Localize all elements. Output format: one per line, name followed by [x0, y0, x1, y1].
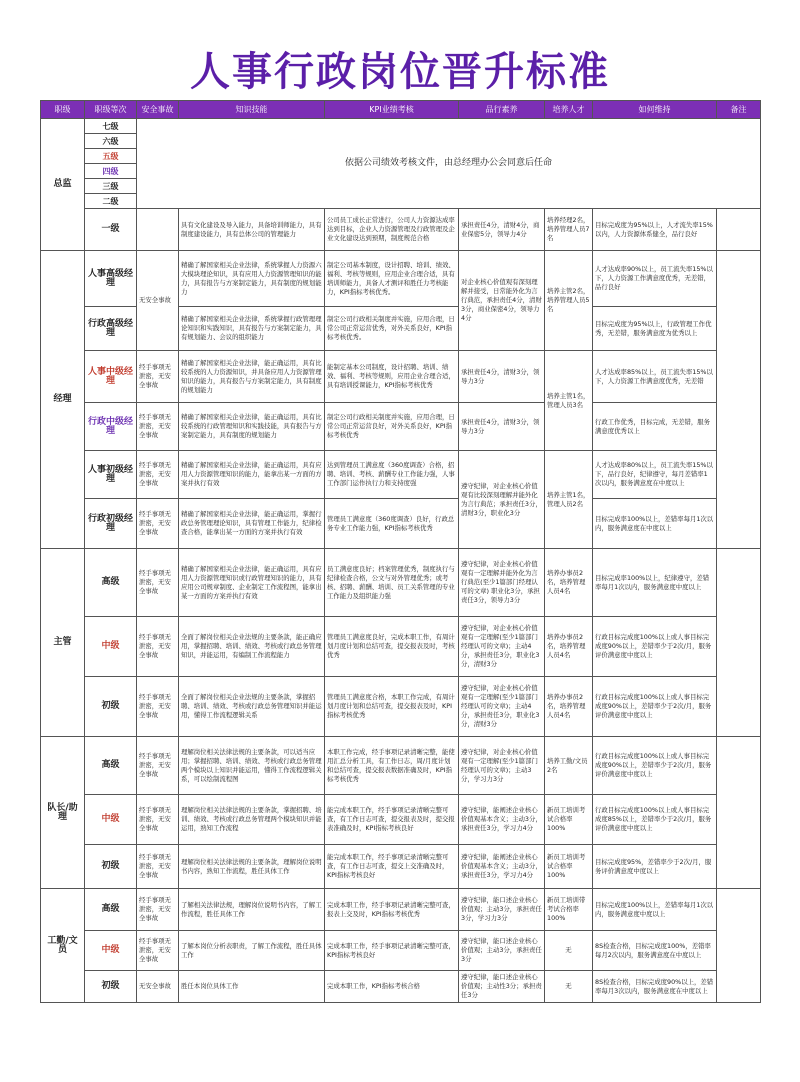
- level-cell: 中级: [85, 931, 137, 971]
- safety-cell: 无安全事故: [137, 251, 179, 351]
- conduct-cell: 承担责任4分，清财3分，领导力3分: [459, 351, 545, 403]
- level-cell: 三级: [85, 179, 137, 194]
- talent-cell: 新员工培训带考试合格率100%: [545, 889, 593, 931]
- kpi-cell: 公司员工成长正常进行，公司人力资源达成率达到目标，企业人力资源管理及行政管理及企业文化建设达到预期，制度规范合格: [325, 209, 459, 251]
- kpi-cell: 管理员工满意度良好，完成本职工作，有周计划月度计划和总结可查，提交报表及时，考核优秀: [325, 617, 459, 677]
- conduct-cell: 对企业核心价值观有深刻理解并接受，日常能外化为言行典范，承担责任4分，清财3分，商业保密4分，领导力4分: [459, 251, 545, 351]
- level-cell: 行政高级经理: [85, 307, 137, 351]
- header-cell: KPI业绩考核: [325, 101, 459, 119]
- kpi-cell: 达到管理员工满意度（360度调查）合格，招聘、培训、考核、薪酬专业工作能力强，人事工作部门运作执行力和支持度强: [325, 451, 459, 499]
- table-row: [41, 403, 761, 451]
- header-row: [41, 101, 761, 119]
- maintain-cell: 人才达成率90%以上，员工流失率15%以下，人力资源工作满意度优秀，无差错，品行良好: [593, 251, 717, 307]
- header-cell: 职级等次: [85, 101, 137, 119]
- talent-cell: 无: [545, 931, 593, 971]
- table-row: [41, 617, 761, 677]
- header-cell: 如何维持: [593, 101, 717, 119]
- header-cell: 安全事故: [137, 101, 179, 119]
- level-cell: 高级: [85, 549, 137, 617]
- talent-cell: 培养办事员2名，培养管理人员4名: [545, 549, 593, 617]
- table-row: [41, 451, 761, 499]
- skills-cell: 全面了解岗位相关企业法规的主要条款，能正确应用，掌握招聘、培训、绩效、考核或行政总务管理知识，并能运用，有编制工作流程能力: [179, 617, 325, 677]
- conduct-cell: 遵守纪律，能口述企业核心价值观；主动3分，承担责任3分，学习力3分: [459, 889, 545, 931]
- skills-cell: 理解岗位相关法律法规的主要条款，可以适当应用；掌握招聘、培训、绩效、考核或行政总务管理两个模块以上知识并能运用，懂得工作流程逻辑关系，可以绘制流程图: [179, 737, 325, 795]
- kpi-cell: 完成本职工作，经手事项记录清晰完整可查，KPI指标考核良好: [325, 931, 459, 971]
- talent-cell: 无: [545, 971, 593, 1003]
- level-cell: 人事初级经理: [85, 451, 137, 499]
- conduct-cell: 承担责任4分，清财3分，领导力3分: [459, 403, 545, 451]
- director-note: 依据公司绩效考核文件，由总经理办公会同意后任命: [137, 119, 761, 209]
- level-cell: 行政中级经理: [85, 403, 137, 451]
- kpi-cell: 管理员工满意度（360度调查）良好，行政总务专业工作能力强，KPI指标考核优秀: [325, 499, 459, 549]
- level-cell: 初级: [85, 971, 137, 1003]
- maintain-cell: 行政目标完成度100%以上或人事目标完成度90%以上，差错率少于2次/月，服务评价满意度中度以上: [593, 617, 717, 677]
- skills-cell: 理解岗位相关法律法规的主要条款，掌握招聘、培训、绩效、考核或行政总务管理两个模块知识并能运用，熟知工作流程: [179, 795, 325, 845]
- header-cell: 备注: [717, 101, 761, 119]
- skills-cell: 精确了解国家相关企业法律，能正确运用，具有应用人力资源管理知识的能力，能拿出某一方面的方案并执行有效: [179, 451, 325, 499]
- table-row: [41, 677, 761, 737]
- level-cell: 行政初级经理: [85, 499, 137, 549]
- safety-cell: 经手事项无泄密，无安全事故: [137, 845, 179, 889]
- talent-cell: 培养主管1名，管理人员3名: [545, 351, 593, 451]
- safety-cell: 经手事项无泄密，无安全事故: [137, 617, 179, 677]
- conduct-cell: 遵守纪律，能口述企业核心价值观；主动3分，承担责任3分: [459, 931, 545, 971]
- skills-cell: 胜任本岗位具体工作: [179, 971, 325, 1003]
- conduct-cell: 承担责任4分，清财4分，商业保密5分，领导力4分: [459, 209, 545, 251]
- maintain-cell: 目标完成度100%以上，差错率每月1次以内，服务满意度中度以上: [593, 889, 717, 931]
- talent-cell: 培养办事员2名，培养管理人员4名: [545, 617, 593, 677]
- skills-cell: 全面了解岗位相关企业法规的主要条款，掌握招聘、培训、绩效、考核或行政总务管理知识并能运用，懂得工作流程逻辑关系: [179, 677, 325, 737]
- skills-cell: 精确了解国家相关企业法律，能正确运用，具有比较系统的人力资源知识，并具备应用人力资源管理知识的能力，具有报告与方案制定能力，具有制度的规划能力: [179, 351, 325, 403]
- maintain-cell: 8S检查合格，目标完成度100%，差错率每月2次以内，服务满意度在中度以上: [593, 931, 717, 971]
- maintain-cell: 人才达成率80%以上，员工流失率15%以下，品行良好，纪律遵守，每月差错率1次以内，服务满意度在中度以上: [593, 451, 717, 499]
- maintain-cell: 目标完成度为95%以上，人才流失率15%以内，人力资源体系健全，品行良好: [593, 209, 717, 251]
- skills-cell: 理解岗位相关法律法规的主要条款，理解岗位说明书内容，熟知工作流程，胜任具体工作: [179, 845, 325, 889]
- talent-cell: 培养经理2名，培养管理人员7名: [545, 209, 593, 251]
- skills-cell: 精确了解国家相关企业法律，能正确运用，具有比较系统的行政管理知识和实践技能，具有报告与方案制定能力，具有制度的规划能力: [179, 403, 325, 451]
- safety-cell: 经手事项无泄密，无安全事故: [137, 499, 179, 549]
- maintain-cell: 8S检查合格，目标完成度90%以上，差错率每月3次以内，服务满意度在中度以上: [593, 971, 717, 1003]
- remark-cell: [717, 549, 761, 737]
- talent-cell: 培养工勤/文员2名: [545, 737, 593, 795]
- table-row: [41, 795, 761, 845]
- level-cell: 四级: [85, 164, 137, 179]
- level-cell: 六级: [85, 134, 137, 149]
- table-row: [41, 549, 761, 617]
- talent-cell: 新员工培训考试合格率100%: [545, 845, 593, 889]
- conduct-cell: 遵守纪律，能阐述企业核心价值观基本含义；主动3分，承担责任3分，学习力4分: [459, 795, 545, 845]
- table-row: [41, 251, 761, 307]
- conduct-cell: 遵守纪律，对企业核心价值观有一定理解(至少1篇部门经理认可的文章)；主动4分，承担责任3分，职业化3分，清财3分: [459, 617, 545, 677]
- header-cell: 品行素养: [459, 101, 545, 119]
- level-cell: 人事中级经理: [85, 351, 137, 403]
- page-title: 人事行政岗位晋升标准: [190, 49, 610, 95]
- group-cell: 队长/助理: [41, 737, 85, 889]
- talent-cell: 培养主管1名，管理人员2名: [545, 451, 593, 549]
- level-cell: 七级: [85, 119, 137, 134]
- level-cell: 中级: [85, 617, 137, 677]
- skills-cell: 精确了解国家相关企业法律，系统掌握人力资源六大模块理论知识，具有应用人力资源管理知识的能力，具有报告与方案制定能力，具有制度的规划能力: [179, 251, 325, 307]
- group-cell: 经理: [41, 251, 85, 549]
- skills-cell: 精确了解国家相关企业法律，系统掌握行政管理理论知识和实践知识，具有报告与方案制定能力，具有规划能力、会议的组织能力: [179, 307, 325, 351]
- table-row: [41, 499, 761, 549]
- kpi-cell: 制定公司行政相关制度并实施，应用合理，日常公司正常运营优秀，对外关系良好，KPI指标考核优秀。: [325, 307, 459, 351]
- kpi-cell: 能完成本职工作，经手事项记录清晰完整可查，有工作日志可查，提交报表及时，提交报表准确及时，KPI指标考核良好: [325, 795, 459, 845]
- maintain-cell: 行政工作优秀，目标完成，无差错，服务满意度优秀以上: [593, 403, 717, 451]
- safety-cell: 经手事项无泄密，无安全事故: [137, 931, 179, 971]
- promotion-standards-table: [40, 100, 761, 1003]
- kpi-cell: 完成本职工作，KPI指标考核合格: [325, 971, 459, 1003]
- maintain-cell: 行政目标完成度100%以上或人事目标完成度90%以上，差错率少于2次/月，服务评价满意度中度以上: [593, 677, 717, 737]
- safety-cell: 经手事项无泄密，无安全事故: [137, 451, 179, 499]
- conduct-cell: 遵守纪律，对企业核心价值观有比较深刻理解并能外化为言行典范；承担责任3分，清财3分，职业化3分: [459, 451, 545, 549]
- safety-cell: 无安全事故: [137, 971, 179, 1003]
- table-row: [41, 209, 761, 251]
- level-cell: 中级: [85, 795, 137, 845]
- group-cell: 总监: [41, 119, 85, 251]
- conduct-cell: 遵守纪律，对企业核心价值观有一定理解并能外化为言行典范(至少1篇部门经理认可的文章) 职业化3分，承担责任3分，领导力3分: [459, 549, 545, 617]
- level-cell: 初级: [85, 845, 137, 889]
- level-cell: 高级: [85, 889, 137, 931]
- kpi-cell: 完成本职工作，经手事项记录清晰完整可查，报表上交及时，KPI指标考核优秀: [325, 889, 459, 931]
- skills-cell: 精确了解国家相关企业法律，能正确运用，具有应用人力资源管理知识或行政管理知识的能力，具有应用公司规章制度、企业制定工作流程图，能拿出某一方面的方案并执行有效: [179, 549, 325, 617]
- maintain-cell: 目标完成度95%，差错率少于2次/月，服务评价满意度中度以上: [593, 845, 717, 889]
- table-row: [41, 845, 761, 889]
- table-row: [41, 971, 761, 1003]
- maintain-cell: 行政目标完成度100%以上或人事目标完成度90%以上，差错率少于2次/月，服务评价满意度中度以上: [593, 737, 717, 795]
- table-row: [41, 119, 761, 134]
- kpi-cell: 本职工作完成，经手事项记录清晰完整，能使用汇总分析工具，有工作日志，周/月度计划和总结可查，提交报表数据准确及时，KPI指标考核优秀: [325, 737, 459, 795]
- remark-cell: [717, 889, 761, 1003]
- skills-cell: 了解本岗位分析表职责，了解工作流程，胜任具体工作: [179, 931, 325, 971]
- talent-cell: 培养办事员2名，培养管理人员4名: [545, 677, 593, 737]
- safety-cell: 经手事项无泄密，无安全事故: [137, 677, 179, 737]
- table-row: [41, 931, 761, 971]
- kpi-cell: 能完成本职工作，经手事项记录清晰完整可查，有工作日志可查，提交上交准确及时，KPI指标考核良好: [325, 845, 459, 889]
- header-cell: 职级: [41, 101, 85, 119]
- skills-cell: 具有文化建设及导入能力，具备培训师能力，具有制度建设能力，具有总体公司的管理能力: [179, 209, 325, 251]
- safety-cell: 经手事项无泄密，无安全事故: [137, 351, 179, 403]
- maintain-cell: 目标完成率100%以上，差错率每月1次以内，服务满意度在中度以上: [593, 499, 717, 549]
- level-cell: 五级: [85, 149, 137, 164]
- group-cell: 主管: [41, 549, 85, 737]
- safety-cell: 经手事项无泄密，无安全事故: [137, 889, 179, 931]
- table-row: [41, 351, 761, 403]
- level-cell: 人事高级经理: [85, 251, 137, 307]
- conduct-cell: 遵守纪律，能阐述企业核心价值观基本含义；主动3分，承担责任3分，学习力4分: [459, 845, 545, 889]
- conduct-cell: 遵守纪律，能口述企业核心价值观；主动性3分；承担责任3分: [459, 971, 545, 1003]
- conduct-cell: 遵守纪律，对企业核心价值观有一定理解(至少1篇部门经理认可的文章)；主动4分，承担责任3分，职业化3分，清财3分: [459, 677, 545, 737]
- kpi-cell: 员工满意度良好；档案管理优秀，制度执行与纪律检查合格，公文与对外管理优秀；或考核、招聘、薪酬、培训、员工关系管理的专业工作能力及组织能力强: [325, 549, 459, 617]
- table-row: [41, 889, 761, 931]
- conduct-cell: 遵守纪律，对企业核心价值观有一定理解(至少1篇部门经理认可的文章)；主动3分，学习力3分: [459, 737, 545, 795]
- skills-cell: 精确了解国家相关企业法律，能正确运用，掌握行政总务管理理论知识，具有管理工作能力，纪律检查合格，能拿出某一方面的方案并执行有效: [179, 499, 325, 549]
- kpi-cell: 管理员工满意度合格，本职工作完成，有周计划月度计划和总结可查，提交报表及时，KPI指标考核优秀: [325, 677, 459, 737]
- remark-cell: [717, 251, 761, 549]
- skills-cell: 了解相关法律法规，理解岗位说明书内容，了解工作流程，胜任具体工作: [179, 889, 325, 931]
- level-cell: 初级: [85, 677, 137, 737]
- safety-cell: 经手事项无泄密，无安全事故: [137, 737, 179, 795]
- maintain-cell: 行政目标完成度100%以上或人事目标完成度85%以上，差错率少于2次/月，服务评价满意度中度以上: [593, 795, 717, 845]
- header-cell: 培养人才: [545, 101, 593, 119]
- maintain-cell: 目标完成度为95%以上，行政管理工作优秀，无差错，服务满意度为优秀以上: [593, 307, 717, 351]
- header-cell: 知识技能: [179, 101, 325, 119]
- level-cell: 高级: [85, 737, 137, 795]
- talent-cell: 培养主管2名，培养管理人员5名: [545, 251, 593, 351]
- group-cell: 工勤/文员: [41, 889, 85, 1003]
- table-row: [41, 737, 761, 795]
- safety-cell: [137, 209, 179, 251]
- safety-cell: 经手事项无泄密，无安全事故: [137, 403, 179, 451]
- kpi-cell: 制定公司基本制度，设计招聘、培训、绩效、福利、考核等规则，应用企业合理合适，具有培训师能力，具备人才测评和胜任力考核能力，KPI指标考核优秀。: [325, 251, 459, 307]
- remark-cell: [717, 737, 761, 889]
- level-cell: 一级: [85, 209, 137, 251]
- level-cell: 二级: [85, 194, 137, 209]
- kpi-cell: 能制定基本公司制度，设计招聘、培训、绩效、福利、考核等规则，应用企业合理合适，具有培训授课能力，KPI指标考核优秀: [325, 351, 459, 403]
- kpi-cell: 制定公司行政相关制度并实施，应用合理，日常公司正常运营良好，对外关系良好，KPI指标考核优秀: [325, 403, 459, 451]
- maintain-cell: 目标完成率100%以上，纪律遵守，差错率每月1次以内，服务满意度中度以上: [593, 549, 717, 617]
- safety-cell: 经手事项无泄密，无安全事故: [137, 795, 179, 845]
- remark-cell: [717, 209, 761, 251]
- talent-cell: 新员工培训考试合格率100%: [545, 795, 593, 845]
- maintain-cell: 人才达成率85%以上，员工流失率15%以下，人力资源工作满意度优秀，无差错: [593, 351, 717, 403]
- safety-cell: 经手事项无泄密，无安全事故: [137, 549, 179, 617]
